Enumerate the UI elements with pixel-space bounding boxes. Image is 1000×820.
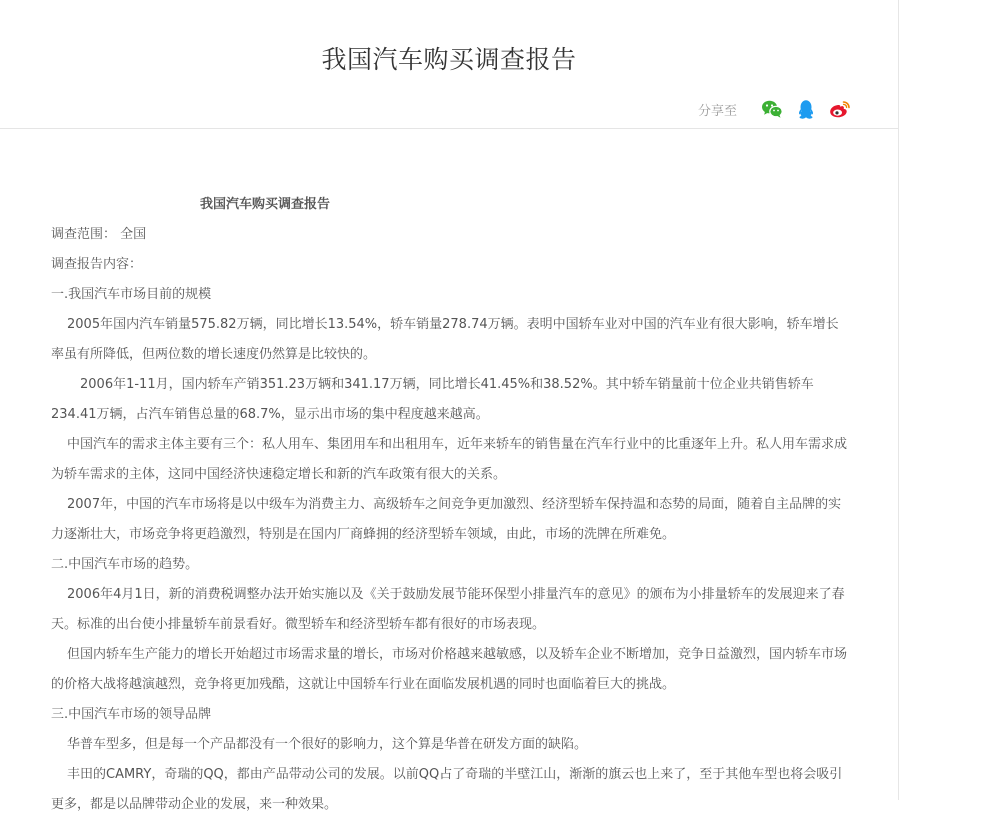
paragraph: 2006年1-11月，国内轿车产销351.23万辆和341.17万辆，同比增长41.45%和38.52%。其中轿车销量前十位企业共销售轿车234.41万辆，占汽车销售总量的68.7%，显示出市场的集中程度越来越高。	[51, 377, 814, 422]
share-label: 分享至	[697, 103, 737, 119]
paragraph: 2005年国内汽车销量575.82万辆，同比增长13.54%，轿车销量278.74万辆。表明中国轿车业对中国的汽车业有很大影响，轿车增长率虽有所降低，但两位数的增长速度仍然算是比较快的。	[51, 317, 839, 362]
paragraph: 2007年，中国的汽车市场将是以中级车为消费主力、高级轿车之间竞争更加激烈、经济型轿车保持温和态势的局面，随着自主品牌的实力逐渐壮大，市场竞争将更趋激烈，特别是在国内厂商蜂拥的经济型轿车领域，由此，市场的洗牌在所难免。	[51, 497, 842, 542]
document-heading: 我国汽车购买调查报告	[200, 197, 331, 212]
wechat-icon[interactable]	[761, 98, 783, 120]
paragraph: 但国内轿车生产能力的增长开始超过市场需求量的增长，市场对价格越来越敏感，以及轿车企业不断增加，竞争日益激烈，国内轿车市场的价格大战将越演越烈，竞争将更加残酷，这就让中国轿车行业在面临发展机遇的同时也面临着巨大的挑战。	[51, 647, 848, 692]
article-body	[51, 190, 851, 820]
paragraph: 2006年4月1日，新的消费税调整办法开始实施以及《关于鼓励发展节能环保型小排量汽车的意见》的颁布为小排量轿车的发展迎来了春天。标准的出台使小排量轿车前景看好。微型轿车和经济型轿车都有很好的市场表现。	[51, 587, 845, 632]
weibo-icon[interactable]	[829, 98, 851, 120]
section-title-2: 二.中国汽车市场的趋势。	[51, 557, 199, 572]
page-title: 我国汽车购买调查报告	[321, 45, 577, 74]
survey-scope: 调查范围： 全国	[51, 227, 147, 242]
paragraph: 丰田的CAMRY，奇瑞的QQ，都由产品带动公司的发展。以前QQ占了奇瑞的半壁江山，渐渐的旗云也上来了，至于其他车型也将会吸引更多，都是以品牌带动企业的发展，来一种效果。	[51, 767, 843, 812]
share-bar	[698, 98, 851, 120]
article-header	[0, 0, 898, 129]
report-content-label: 调查报告内容：	[51, 257, 143, 272]
qq-icon[interactable]	[795, 98, 817, 120]
paragraph: 华普车型多，但是每一个产品都没有一个很好的影响力，这个算是华普在研发方面的缺陷。	[67, 737, 588, 752]
section-title-1: 一.我国汽车市场目前的规模	[51, 287, 212, 302]
paragraph: 中国汽车的需求主体主要有三个：私人用车、集团用车和出租用车，近年来轿车的销售量在汽车行业中的比重逐年上升。私人用车需求成为轿车需求的主体，这同中国经济快速稳定增长和新的汽车政策有很大的关系。	[51, 437, 848, 482]
section-title-3: 三.中国汽车市场的领导品牌	[51, 707, 212, 722]
